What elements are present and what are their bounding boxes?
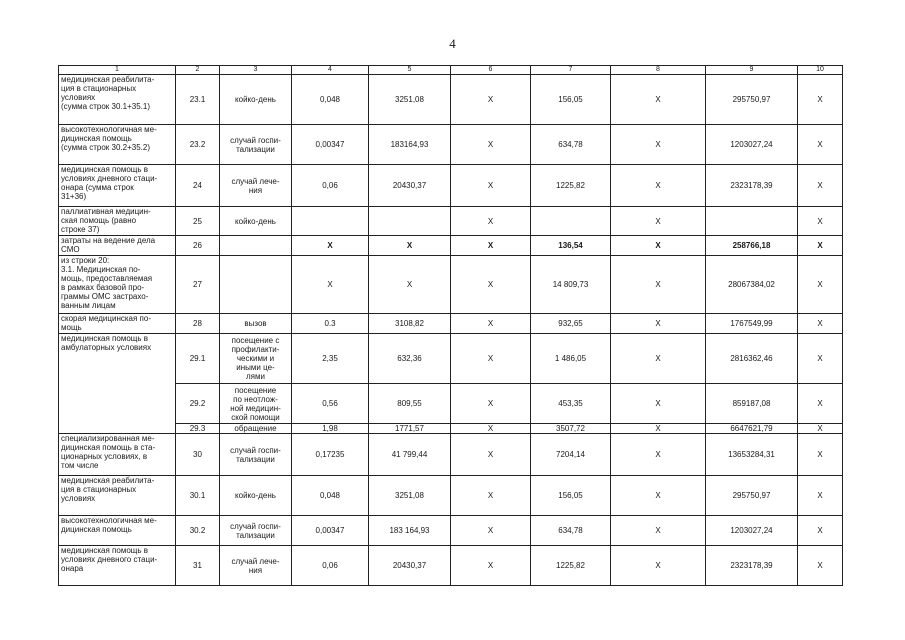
row-value-col8: Х <box>611 75 706 125</box>
row-value-col4 <box>292 207 369 236</box>
row-value-col9: 6647621,79 <box>706 424 798 434</box>
row-value-col10: Х <box>798 165 843 207</box>
row-description: медицинская помощь в условиях дневного стаци- онара (сумма строк 31+36) <box>59 165 176 207</box>
row-value-col10: Х <box>798 516 843 546</box>
row-value-col9: 1203027,24 <box>706 125 798 165</box>
row-description: высокотехнологичная ме- дицинская помощь (сумма строк 30.2+35.2) <box>59 125 176 165</box>
row-description: медицинская помощь в амбулаторных условиях <box>59 334 176 434</box>
row-value-col4: 0,048 <box>292 75 369 125</box>
row-value-col5: 41 799,44 <box>369 434 451 476</box>
row-value-col4: 0,00347 <box>292 516 369 546</box>
row-unit: койко-день <box>220 75 292 125</box>
row-value-col8: Х <box>611 424 706 434</box>
row-description: высокотехнологичная ме- дицинская помощь <box>59 516 176 546</box>
row-value-col4: 0,06 <box>292 546 369 586</box>
column-number: 8 <box>611 66 706 75</box>
table-row <box>59 75 843 125</box>
row-value-col4: 0,048 <box>292 476 369 516</box>
row-value-col5: 1771,57 <box>369 424 451 434</box>
row-value-col9: 295750,97 <box>706 476 798 516</box>
row-value-col6: Х <box>451 546 531 586</box>
row-value-col10: Х <box>798 256 843 314</box>
row-value-col10: Х <box>798 384 843 424</box>
row-value-col4: 2,35 <box>292 334 369 384</box>
row-unit: посещение по неотлож- ной медицин- ской помощи <box>220 384 292 424</box>
column-number: 3 <box>220 66 292 75</box>
row-value-col6: Х <box>451 334 531 384</box>
row-code: 30.2 <box>176 516 220 546</box>
row-value-col6: Х <box>451 476 531 516</box>
row-value-col10: Х <box>798 314 843 334</box>
row-unit: койко-день <box>220 207 292 236</box>
row-unit <box>220 236 292 256</box>
column-number: 5 <box>369 66 451 75</box>
row-value-col9: 2323178,39 <box>706 165 798 207</box>
row-value-col7: 7204,14 <box>531 434 611 476</box>
row-value-col4: Х <box>292 236 369 256</box>
row-value-col8: Х <box>611 125 706 165</box>
row-value-col5: 20430,37 <box>369 546 451 586</box>
row-unit: посещение с профилакти- ческими и иными це- лями <box>220 334 292 384</box>
row-description: медицинская помощь в условиях дневного стаци- онара <box>59 546 176 586</box>
row-value-col7: 453,35 <box>531 384 611 424</box>
row-code: 30.1 <box>176 476 220 516</box>
row-value-col8: Х <box>611 236 706 256</box>
row-value-col5: 20430,37 <box>369 165 451 207</box>
row-value-col4: 1,98 <box>292 424 369 434</box>
row-value-col10: Х <box>798 476 843 516</box>
column-number: 9 <box>706 66 798 75</box>
row-value-col9: 295750,97 <box>706 75 798 125</box>
row-value-col5: 3251,08 <box>369 75 451 125</box>
row-value-col5: 183164,93 <box>369 125 451 165</box>
table-row <box>59 516 843 546</box>
table-row <box>59 256 843 314</box>
row-value-col8: Х <box>611 546 706 586</box>
column-number: 1 <box>59 66 176 75</box>
row-value-col6: Х <box>451 314 531 334</box>
row-value-col7: 634,78 <box>531 516 611 546</box>
row-value-col9: 1203027,24 <box>706 516 798 546</box>
row-value-col6: Х <box>451 516 531 546</box>
row-value-col7: 1225,82 <box>531 546 611 586</box>
table-row <box>59 125 843 165</box>
row-value-col5 <box>369 207 451 236</box>
row-code: 29.1 <box>176 334 220 384</box>
row-description: затраты на ведение дела СМО <box>59 236 176 256</box>
row-value-col5: 632,36 <box>369 334 451 384</box>
row-value-col10: Х <box>798 424 843 434</box>
row-unit: койко-день <box>220 476 292 516</box>
column-number: 10 <box>798 66 843 75</box>
table-row <box>59 434 843 476</box>
row-value-col7: 156,05 <box>531 476 611 516</box>
column-number: 6 <box>451 66 531 75</box>
row-code: 23.2 <box>176 125 220 165</box>
table-row <box>59 165 843 207</box>
table-row <box>59 236 843 256</box>
column-number: 2 <box>176 66 220 75</box>
row-value-col8: Х <box>611 334 706 384</box>
row-value-col8: Х <box>611 476 706 516</box>
row-value-col9: 28067384,02 <box>706 256 798 314</box>
row-unit: вызов <box>220 314 292 334</box>
row-value-col10: Х <box>798 546 843 586</box>
row-value-col6: Х <box>451 236 531 256</box>
row-value-col9: 1767549,99 <box>706 314 798 334</box>
row-value-col7 <box>531 207 611 236</box>
row-value-col9: 13653284,31 <box>706 434 798 476</box>
row-value-col4: 0,56 <box>292 384 369 424</box>
row-value-col4: 0.3 <box>292 314 369 334</box>
column-number: 4 <box>292 66 369 75</box>
table-row <box>59 384 843 424</box>
row-value-col5: Х <box>369 256 451 314</box>
table-row <box>59 334 843 384</box>
row-value-col6: Х <box>451 75 531 125</box>
row-code: 29.2 <box>176 384 220 424</box>
row-value-col6: Х <box>451 125 531 165</box>
table-row <box>59 314 843 334</box>
row-unit: случай госпи- тализации <box>220 434 292 476</box>
row-value-col4: Х <box>292 256 369 314</box>
row-unit: обращение <box>220 424 292 434</box>
tariff-table <box>58 65 843 586</box>
row-code: 29.3 <box>176 424 220 434</box>
row-value-col7: 634,78 <box>531 125 611 165</box>
row-code: 30 <box>176 434 220 476</box>
row-unit: случай лече- ния <box>220 546 292 586</box>
row-value-col7: 932,65 <box>531 314 611 334</box>
row-value-col9: 2816362,46 <box>706 334 798 384</box>
row-unit: случай госпи- тализации <box>220 516 292 546</box>
row-value-col10: Х <box>798 334 843 384</box>
row-unit: случай лече- ния <box>220 165 292 207</box>
row-code: 23.1 <box>176 75 220 125</box>
column-number: 7 <box>531 66 611 75</box>
row-value-col9: 859187,08 <box>706 384 798 424</box>
row-value-col8: Х <box>611 516 706 546</box>
row-value-col7: 136,54 <box>531 236 611 256</box>
page-number: 4 <box>449 36 456 51</box>
row-value-col5: Х <box>369 236 451 256</box>
row-value-col4: 0,06 <box>292 165 369 207</box>
table-row <box>59 476 843 516</box>
row-value-col9 <box>706 207 798 236</box>
row-value-col7: 1 486,05 <box>531 334 611 384</box>
table-row <box>59 207 843 236</box>
row-description: медицинская реабилита- ция в стационарных условиях (сумма строк 30.1+35.1) <box>59 75 176 125</box>
row-value-col10: Х <box>798 125 843 165</box>
row-value-col5: 3251,08 <box>369 476 451 516</box>
row-value-col10: Х <box>798 434 843 476</box>
row-value-col8: Х <box>611 207 706 236</box>
row-value-col6: Х <box>451 207 531 236</box>
column-number-row <box>59 66 843 75</box>
row-value-col6: Х <box>451 256 531 314</box>
row-value-col8: Х <box>611 384 706 424</box>
row-description: скорая медицинская по- мощь <box>59 314 176 334</box>
row-value-col7: 156,05 <box>531 75 611 125</box>
row-code: 27 <box>176 256 220 314</box>
row-value-col8: Х <box>611 165 706 207</box>
row-description: из строки 20: 3.1. Медицинская по- мощь, предоставляемая в рамках базовой про- граммы ОМС застрахо- ванным лицам <box>59 256 176 314</box>
row-code: 26 <box>176 236 220 256</box>
row-value-col8: Х <box>611 434 706 476</box>
row-value-col6: Х <box>451 434 531 476</box>
row-code: 28 <box>176 314 220 334</box>
row-value-col7: 1225,82 <box>531 165 611 207</box>
row-value-col5: 183 164,93 <box>369 516 451 546</box>
row-value-col10: Х <box>798 236 843 256</box>
row-value-col7: 3507,72 <box>531 424 611 434</box>
row-value-col8: Х <box>611 314 706 334</box>
row-description: медицинская реабилита- ция в стационарных условиях <box>59 476 176 516</box>
row-value-col5: 3108,82 <box>369 314 451 334</box>
row-value-col6: Х <box>451 384 531 424</box>
row-description: специализированная ме- дицинская помощь в ста- ционарных условиях, в том числе <box>59 434 176 476</box>
row-code: 24 <box>176 165 220 207</box>
row-value-col4: 0,17235 <box>292 434 369 476</box>
row-value-col7: 14 809,73 <box>531 256 611 314</box>
row-value-col10: Х <box>798 75 843 125</box>
row-value-col5: 809,55 <box>369 384 451 424</box>
row-value-col9: 2323178,39 <box>706 546 798 586</box>
row-unit: случай госпи- тализации <box>220 125 292 165</box>
row-description: паллиативная медицин- ская помощь (равно строке 37) <box>59 207 176 236</box>
table-row <box>59 546 843 586</box>
row-value-col6: Х <box>451 165 531 207</box>
row-code: 31 <box>176 546 220 586</box>
row-value-col6: Х <box>451 424 531 434</box>
row-value-col8: Х <box>611 256 706 314</box>
row-unit <box>220 256 292 314</box>
table-row <box>59 424 843 434</box>
row-value-col4: 0,00347 <box>292 125 369 165</box>
row-code: 25 <box>176 207 220 236</box>
row-value-col9: 258766,18 <box>706 236 798 256</box>
row-value-col10: Х <box>798 207 843 236</box>
